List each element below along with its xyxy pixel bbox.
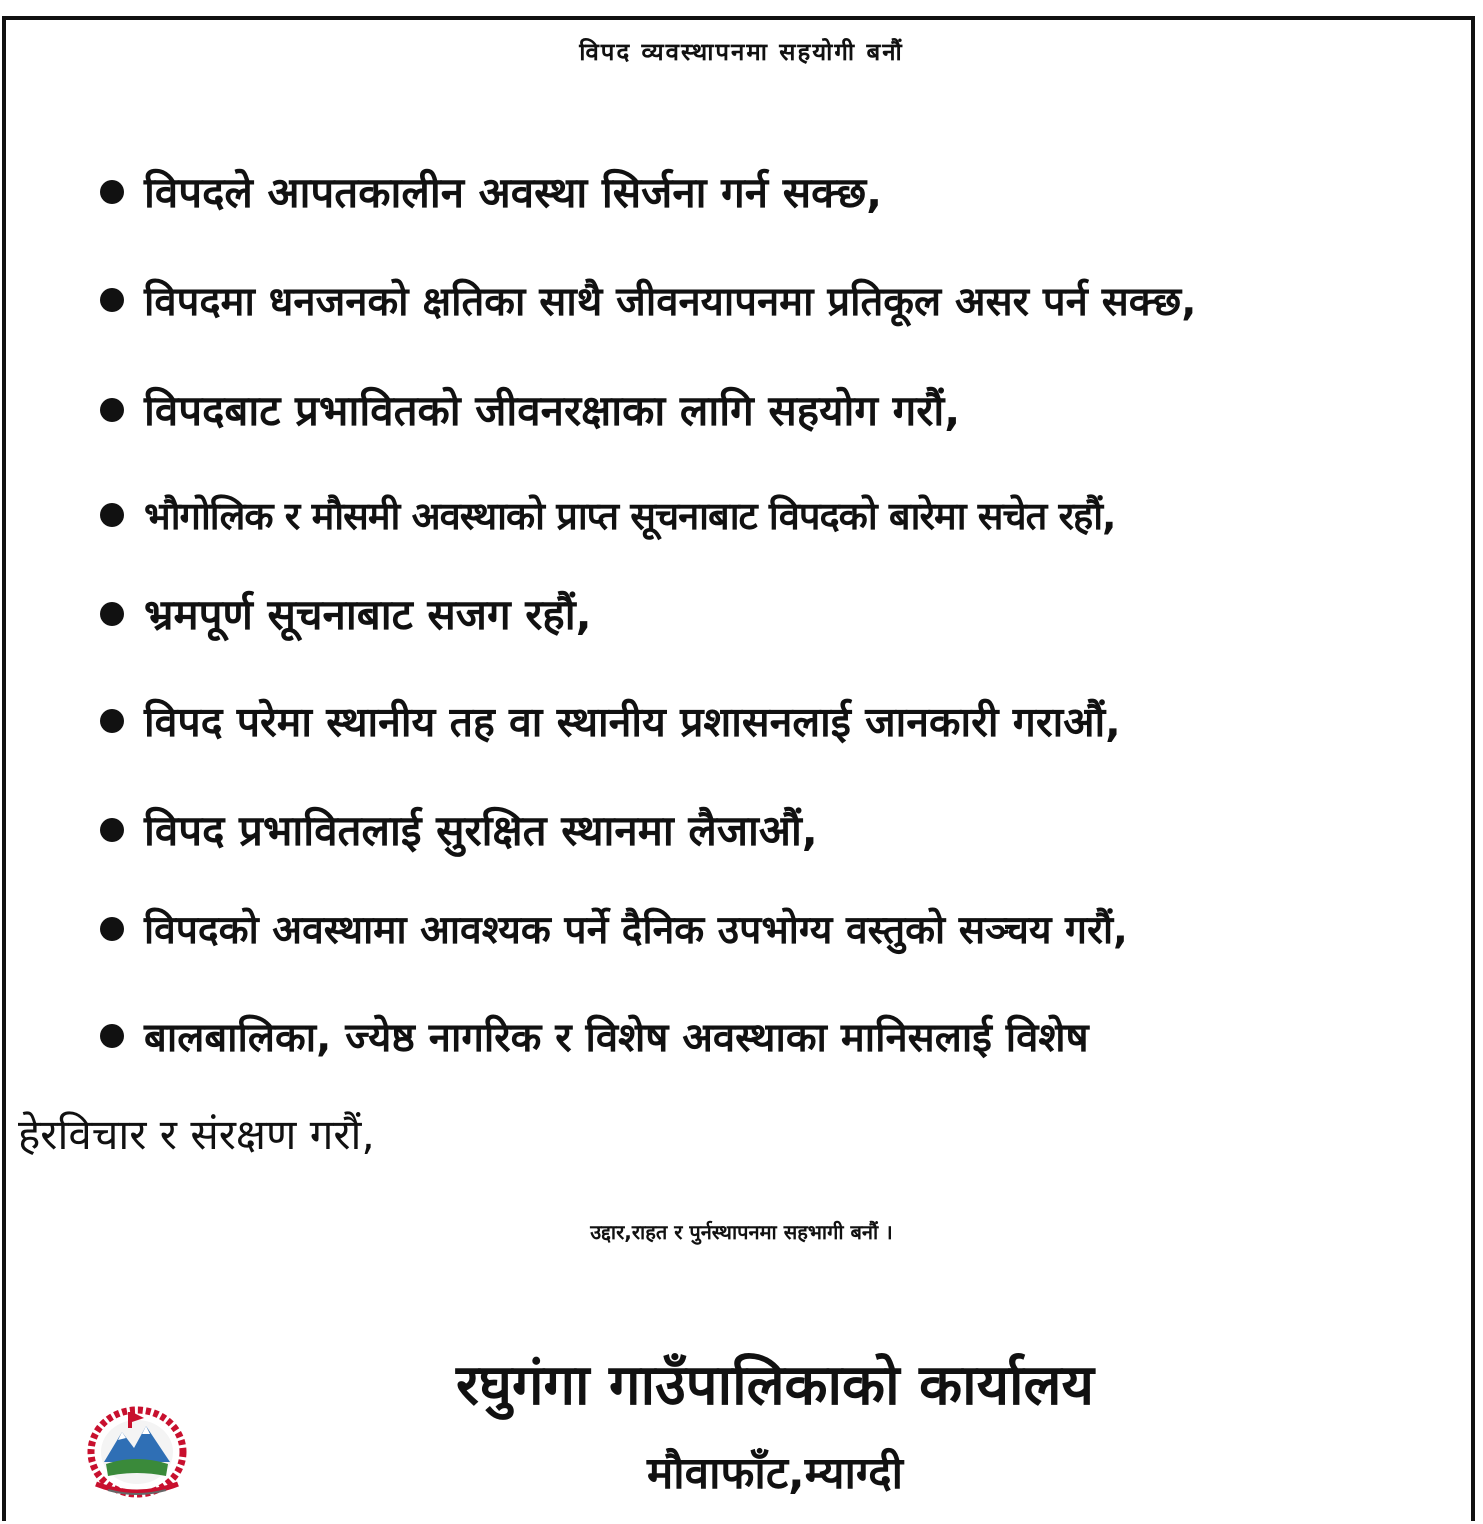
list-item bbox=[100, 494, 1116, 540]
list-item-text: विपदबाट प्रभावितको जीवनरक्षाका लागि सहयोग गरौं, bbox=[144, 386, 961, 435]
list-item bbox=[100, 698, 1121, 747]
list-item bbox=[100, 590, 592, 640]
office-location: मौवाफाँट,म्याग्दी bbox=[646, 1448, 904, 1499]
bullet-icon bbox=[100, 398, 124, 422]
list-item bbox=[100, 908, 1128, 955]
bullet-icon bbox=[100, 1024, 124, 1048]
bullet-icon bbox=[100, 709, 124, 733]
bullet-icon bbox=[100, 503, 124, 527]
bullet-icon bbox=[100, 602, 124, 626]
list-item bbox=[100, 386, 960, 436]
bullet-icon bbox=[100, 180, 124, 204]
list-item-continuation: हेरविचार र संरक्षण गरौं, bbox=[18, 1110, 375, 1159]
notice-title: विपद व्यवस्थापनमा सहयोगी बनौं bbox=[579, 38, 904, 66]
list-item bbox=[100, 278, 1196, 326]
closing-statement: उद्दार,राहत र पुर्नस्थापनमा सहभागी बनौं । bbox=[590, 1220, 893, 1244]
office-name: रघुगंगा गाउँपालिकाको कार्यालय bbox=[455, 1353, 1095, 1418]
nepal-government-emblem-icon bbox=[82, 1404, 192, 1504]
list-item-text: विपदको अवस्थामा आवश्यक पर्ने दैनिक उपभोग्य वस्तुको सञ्चय गरौं, bbox=[144, 908, 1128, 953]
notice-border bbox=[2, 16, 1475, 1521]
bullet-icon bbox=[100, 917, 124, 941]
list-item bbox=[100, 806, 818, 856]
list-item-text: विपद परेमा स्थानीय तह वा स्थानीय प्रशासनलाई जानकारी गराऔं, bbox=[144, 698, 1121, 746]
list-item-text: भ्रमपूर्ण सूचनाबाट सजग रहौं, bbox=[144, 590, 592, 639]
list-item-text: बालबालिका, ज्येष्ठ नागरिक र विशेष अवस्थाका मानिसलाई विशेष bbox=[144, 1015, 1089, 1061]
list-item-text: विपद प्रभावितलाई सुरक्षित स्थानमा लैजाऔं, bbox=[144, 806, 818, 855]
list-item bbox=[100, 168, 882, 218]
list-item-text: विपदमा धनजनको क्षतिका साथै जीवनयापनमा प्रतिकूल असर पर्न सक्छ, bbox=[144, 279, 1197, 325]
bullet-icon bbox=[100, 818, 124, 842]
list-item-text: विपदले आपतकालीन अवस्था सिर्जना गर्न सक्छ, bbox=[144, 168, 883, 217]
bullet-icon bbox=[100, 288, 124, 312]
list-item-text: भौगोलिक र मौसमी अवस्थाको प्राप्त सूचनाबाट विपदको बारेमा सचेत रहौं, bbox=[144, 494, 1116, 538]
list-item bbox=[100, 1014, 1089, 1062]
